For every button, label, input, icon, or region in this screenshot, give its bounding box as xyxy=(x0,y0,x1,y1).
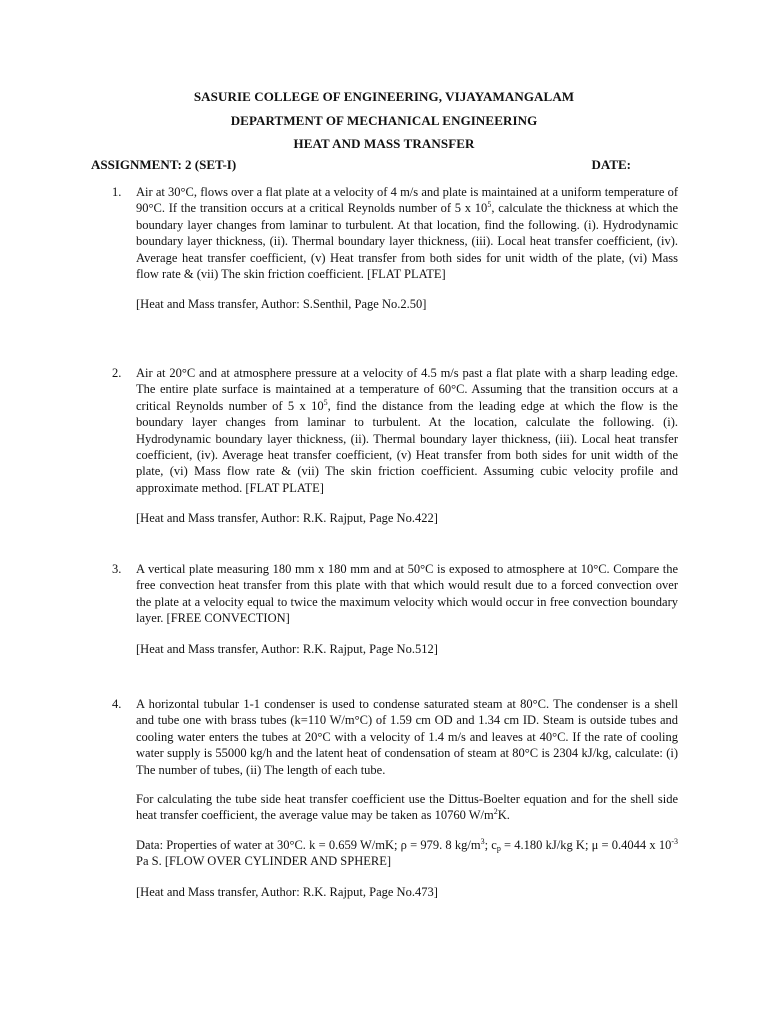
question-data: Data: Properties of water at 30°C. k = 0.659 W/mK; ρ = 979. 8 $kg/m^3$; $c_p = 4.180$ kJ/kg K; μ = 0.4044 x $10^{-3}$ Pa S. [FLOW OVER CYLINDER AND SPHERE] xyxy=(136,836,678,869)
department-name: DEPARTMENT OF MECHANICAL ENGINEERING xyxy=(230,113,538,128)
question-text xyxy=(136,184,678,282)
question-number: 4. xyxy=(112,697,122,711)
assignment-label: ASSIGNMENT: 2 (SET-I) xyxy=(91,157,237,172)
question-number: 2. xyxy=(112,366,122,380)
question-text xyxy=(136,696,678,870)
assignment-row xyxy=(91,157,631,173)
question-paragraph: A horizontal tubular 1-1 condenser is used to condense saturated steam at 80°C. The condenser is a shell and tube one with brass tubes (k=110 W/m°C) of 1.59 cm OD and 1.34 cm ID. Steam is outside tubes and cooling water enters the tubes at 20°C with a velocity of 1.4 m/s and leaves at 40°C. If the rate of cooling water supply is 55000 kg/h and the latent heat of condensation of steam at 80°C is 2304 kJ/kg, calculate: (i) The number of tubes, (ii) The length of each tube. xyxy=(136,697,678,777)
question-1 xyxy=(112,184,678,313)
question-2 xyxy=(112,365,678,527)
college-name: SASURIE COLLEGE OF ENGINEERING, VIJAYAMANGALAM xyxy=(193,89,575,104)
date-label: DATE: xyxy=(591,157,631,172)
question-number: 3. xyxy=(112,562,122,576)
question-reference: [Heat and Mass transfer, Author: S.Senthil, Page No.2.50] xyxy=(136,297,427,312)
question-paragraph: Air at 20°C and at atmosphere pressure at a velocity of 4.5 m/s past a flat plate with a sharp leading edge. The entire plate surface is maintained at a temperature of 60°C. Assuming that the transition occurs at a critical Reynolds number of 5 x $10^5$, find the distance from the leading edge at which the flow is the boundary layer changes from laminar to turbulent. At the location, calculate the following. (i). Hydrodynamic boundary layer thickness, (ii). Thermal boundary layer thickness, (iii). Local heat transfer coefficient, (iv). Average heat transfer coefficient, (v) Heat transfer from both sides for unit width of the plate, (vi) Mass flow rate & (vii) The skin friction coefficient. Assuming cubic velocity profile and approximate method. [FLAT PLATE] xyxy=(136,366,678,495)
question-note: For calculating the tube side heat transfer coefficient use the Dittus-Boelter equation and for the shell side heat transfer coefficient, the average value may be taken as 10760 $W/m^2K$. xyxy=(136,792,678,823)
question-reference: [Heat and Mass transfer, Author: R.K. Rajput, Page No.422] xyxy=(136,511,438,526)
question-text xyxy=(136,561,678,627)
question-number: 1. xyxy=(112,185,122,199)
question-3 xyxy=(112,561,678,657)
question-paragraph: A vertical plate measuring 180 mm x 180 mm and at 50°C is exposed to atmosphere at 10°C. Compare the free convection heat transfer from this plate with that which would result due to a forced convection over the plate at a velocity equal to twice the maximum velocity which would occur in free convection boundary layer. [FREE CONVECTION] xyxy=(136,562,678,626)
subject-title: HEAT AND MASS TRANSFER xyxy=(293,136,475,151)
question-paragraph: Air at 30°C, flows over a flat plate at a velocity of 4 m/s and plate is maintained at a uniform temperature of 90°C. If the transition occurs at a critical Reynolds number of 5 x $10^5$, calculate the thickness at which the boundary layer changes from laminar to turbulent. At that location, find the following. (i). Hydrodynamic boundary layer thickness, (ii). Thermal boundary layer thickness, (iii). Local heat transfer coefficient, (iv). Average heat transfer coefficient, (v) Heat transfer from both sides for unit width of the plate, (vi) Mass flow rate & (vii) The skin friction coefficient. [FLAT PLATE] xyxy=(136,185,679,282)
question-text xyxy=(136,365,678,496)
question-reference: [Heat and Mass transfer, Author: R.K. Rajput, Page No.473] xyxy=(136,884,438,899)
question-reference: [Heat and Mass transfer, Author: R.K. Rajput, Page No.512] xyxy=(136,641,438,656)
question-4 xyxy=(112,696,678,900)
